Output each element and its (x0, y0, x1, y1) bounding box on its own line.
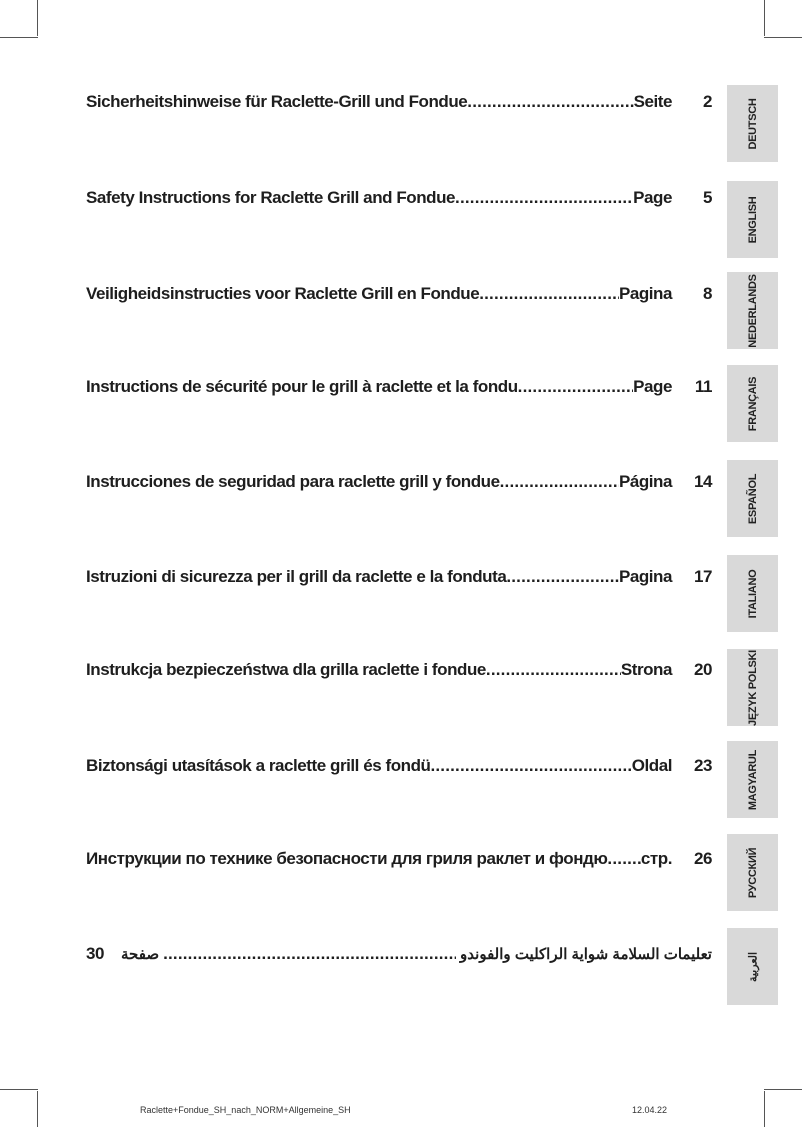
toc-page-number: 26 (693, 849, 712, 868)
tab-label: NEDERLANDS (746, 273, 759, 348)
toc-title: Instructions de sécurité pour le grill à raclette et la fondu (86, 377, 518, 396)
tab-label: DEUTSCH (746, 97, 759, 150)
tab-espanol[interactable] (727, 460, 778, 537)
toc-entry-polski[interactable] (86, 660, 712, 684)
tab-label: ENGLISH (746, 196, 759, 243)
tab-english[interactable] (727, 181, 778, 258)
footer-date: 12.04.22 (632, 1105, 668, 1115)
crop-mark (764, 1091, 765, 1127)
tab-label: РУССКИЙ (746, 847, 759, 898)
tab-magyarul[interactable] (727, 741, 778, 818)
toc-leader-dots (455, 188, 633, 208)
toc-leader-dots (430, 756, 631, 776)
toc-title: Istruzioni di sicurezza per il grill da raclette e la fonduta (86, 567, 507, 586)
toc-page-label: Page (633, 377, 672, 396)
toc-entry-italiano[interactable] (86, 567, 712, 591)
tab-arabic[interactable] (727, 928, 778, 1005)
toc-entry-russkiy[interactable] (86, 849, 712, 873)
toc-entry-magyarul[interactable] (86, 756, 712, 780)
toc-leader-dots (467, 92, 633, 112)
toc-page-number: 23 (693, 756, 712, 775)
toc-leader-dots (479, 284, 619, 304)
toc-entry-espanol[interactable] (86, 472, 712, 496)
crop-mark (0, 1089, 38, 1090)
toc-page-label: Pagina (618, 284, 672, 303)
toc-entry-francais[interactable] (86, 377, 712, 401)
tab-nederlands[interactable] (727, 272, 778, 349)
toc-title: Инструкции по технике безопасности для гриля раклет и фондю (86, 849, 608, 868)
toc-leader-dots (163, 944, 456, 964)
toc-leader-dots (506, 567, 619, 587)
crop-mark (37, 0, 38, 36)
crop-mark (764, 1089, 802, 1090)
tab-label: FRANÇAIS (746, 376, 759, 431)
toc-page-label: Pagina (618, 567, 672, 586)
tab-label: JĘZYK POLSKI (746, 649, 759, 726)
toc-page-number: 2 (702, 92, 712, 111)
toc-page-number: 20 (693, 660, 712, 679)
tab-francais[interactable] (727, 365, 778, 442)
toc-page-label: Page (633, 188, 672, 207)
toc-page-label: Strona (620, 660, 672, 679)
toc-entry-english[interactable] (86, 188, 712, 212)
tab-polski[interactable] (727, 649, 778, 726)
toc-entry-deutsch[interactable] (86, 92, 712, 116)
tab-italiano[interactable] (727, 555, 778, 632)
footer-filename: Raclette+Fondue_SH_nach_NORM+Allgemeine_SH (140, 1105, 351, 1115)
toc-entry-nederlands[interactable] (86, 284, 712, 308)
toc-page-label: Oldal (631, 756, 672, 775)
crop-mark (764, 37, 802, 38)
toc-title: Instrucciones de seguridad para raclette grill y fondue (86, 472, 500, 491)
tab-russkiy[interactable] (727, 834, 778, 911)
crop-mark (0, 37, 38, 38)
toc-title: Biztonsági utasítások a raclette grill és fondü (86, 756, 431, 775)
toc-leader-dots (500, 472, 619, 492)
toc-page-number: 17 (693, 567, 712, 586)
toc-title: Safety Instructions for Raclette Grill and Fondue (86, 188, 456, 207)
toc-page-label: Página (618, 472, 672, 491)
tab-deutsch[interactable] (727, 85, 778, 162)
toc-page-number: 14 (693, 472, 712, 491)
toc-page-label: Seite (633, 92, 672, 111)
toc-leader-dots (486, 660, 621, 680)
toc-title: Instrukcja bezpieczeństwa dla grilla raclette i fondue (86, 660, 486, 679)
toc-page-label: صفحة (121, 946, 160, 963)
toc-title: تعليمات السلامة شواية الراكليت والفوندو (460, 946, 712, 963)
toc-page-number: 11 (694, 377, 712, 396)
tab-label: العربية (747, 951, 759, 982)
toc-title: Veiligheidsinstructies voor Raclette Grill en Fondue (86, 284, 480, 303)
tab-label: ESPAÑOL (746, 473, 759, 524)
toc-page-number: 5 (702, 188, 712, 207)
toc-entry-arabic[interactable] (86, 944, 712, 968)
toc-page-number: 8 (702, 284, 712, 303)
crop-mark (764, 0, 765, 36)
toc-leader-dots (518, 377, 634, 397)
toc-page-label: стр. (640, 849, 672, 868)
tab-label: ITALIANO (746, 569, 759, 618)
tab-label: MAGYARUL (746, 749, 759, 810)
toc-leader-dots (607, 849, 640, 869)
crop-mark (37, 1091, 38, 1127)
toc-title: Sicherheitshinweise für Raclette-Grill und Fondue (86, 92, 468, 111)
toc-page-number: 30 (86, 944, 104, 963)
